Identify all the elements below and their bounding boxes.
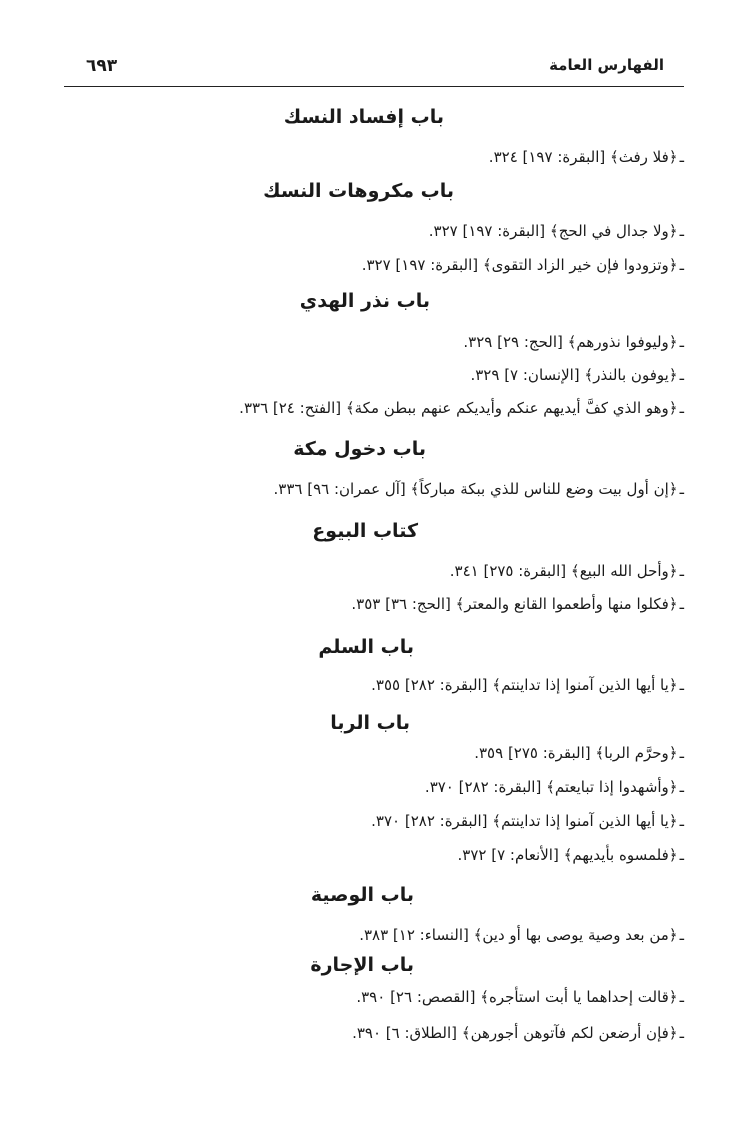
entry-text: ﴿قالت إحداهما يا أبت استأجره﴾ [القصص: ٢٦] ٣٩٠. [356, 988, 678, 1006]
entry-dash: ـ [679, 778, 684, 796]
entry-text: ﴿يا أيها الذين آمنوا إذا تداينتم﴾ [البقرة: ٢٨٢] ٣٥٥. [371, 676, 678, 694]
entry-text: ﴿فلمسوه بأيديهم﴾ [الأنعام: ٧] ٣٧٢. [457, 846, 678, 864]
entry-text: ﴿وحرَّم الربا﴾ [البقرة: ٢٧٥] ٣٥٩. [474, 744, 678, 762]
entry-dash: ـ [679, 222, 684, 240]
entry-dash: ـ [679, 1024, 684, 1042]
section-heading: باب الوصية [310, 884, 414, 906]
index-entry [371, 676, 684, 694]
index-entry [351, 595, 684, 613]
index-entry [359, 926, 684, 944]
section-heading: باب دخول مكة [293, 438, 426, 460]
index-entry [371, 812, 684, 830]
entry-dash: ـ [679, 256, 684, 274]
entry-dash: ـ [679, 744, 684, 762]
index-entry [425, 778, 684, 796]
index-entry [239, 399, 684, 417]
entry-text: ﴿ولا جدال في الحج﴾ [البقرة: ١٩٧] ٣٢٧. [428, 222, 678, 240]
entry-text: ﴿وهو الذي كفَّ أيديهم عنكم وأيديكم عنهم ببطن مكة﴾ [الفتح: ٢٤] ٣٣٦. [239, 399, 678, 417]
entry-text: ﴿فلا رفث﴾ [البقرة: ١٩٧] ٣٢٤. [488, 148, 678, 166]
entry-text: ﴿يوفون بالنذر﴾ [الإنسان: ٧] ٣٢٩. [470, 366, 678, 384]
index-entry [352, 1024, 684, 1042]
index-entry [463, 333, 684, 351]
entry-dash: ـ [679, 399, 684, 417]
entry-text: ﴿فإن أرضعن لكم فآتوهن أجورهن﴾ [الطلاق: ٦] ٣٩٠. [352, 1024, 678, 1042]
entry-text: ﴿وتزودوا فإن خير الزاد التقوى﴾ [البقرة: ١٩٧] ٣٢٧. [361, 256, 678, 274]
section-heading: كتاب البيوع [312, 520, 418, 542]
entry-dash: ـ [679, 846, 684, 864]
section-heading: باب السلم [318, 636, 414, 658]
header-divider [64, 86, 684, 87]
entry-dash: ـ [679, 812, 684, 830]
index-entry [429, 222, 684, 240]
page-number: ٦٩٣ [86, 56, 118, 76]
entry-dash: ـ [679, 148, 684, 166]
entry-dash: ـ [679, 562, 684, 580]
index-entry [362, 256, 684, 274]
section-heading: باب الإجارة [310, 954, 414, 976]
index-entry [470, 366, 684, 384]
entry-text: ﴿وأشهدوا إذا تبايعتم﴾ [البقرة: ٢٨٢] ٣٧٠. [424, 778, 678, 796]
entry-dash: ـ [679, 366, 684, 384]
entry-dash: ـ [679, 676, 684, 694]
entry-text: ﴿فكلوا منها وأطعموا القانع والمعتر﴾ [الحج: ٣٦] ٣٥٣. [351, 595, 678, 613]
entry-dash: ـ [679, 926, 684, 944]
index-entry [489, 148, 684, 166]
section-heading: باب إفساد النسك [283, 106, 444, 128]
section-heading: باب الربا [330, 712, 410, 734]
section-heading: باب مكروهات النسك [263, 180, 454, 202]
index-entry [273, 480, 684, 498]
entry-dash: ـ [679, 988, 684, 1006]
section-heading: باب نذر الهدي [299, 290, 430, 312]
entry-dash: ـ [679, 333, 684, 351]
entry-text: ﴿وأحل الله البيع﴾ [البقرة: ٢٧٥] ٣٤١. [449, 562, 678, 580]
index-entry [474, 744, 684, 762]
running-header-title: الفهارس العامة [549, 56, 664, 74]
entry-dash: ـ [679, 595, 684, 613]
index-entry [458, 846, 685, 864]
entry-text: ﴿إن أول بيت وضع للناس للذي ببكة مباركاً﴾ [آل عمران: ٩٦] ٣٣٦. [273, 480, 678, 498]
index-entry [356, 988, 684, 1006]
entry-text: ﴿من بعد وصية يوصى بها أو دين﴾ [النساء: ١٢] ٣٨٣. [359, 926, 678, 944]
entry-text: ﴿يا أيها الذين آمنوا إذا تداينتم﴾ [البقرة: ٢٨٢] ٣٧٠. [371, 812, 678, 830]
entry-text: ﴿وليوفوا نذورهم﴾ [الحج: ٢٩] ٣٢٩. [463, 333, 678, 351]
entry-dash: ـ [679, 480, 684, 498]
index-entry [450, 562, 684, 580]
